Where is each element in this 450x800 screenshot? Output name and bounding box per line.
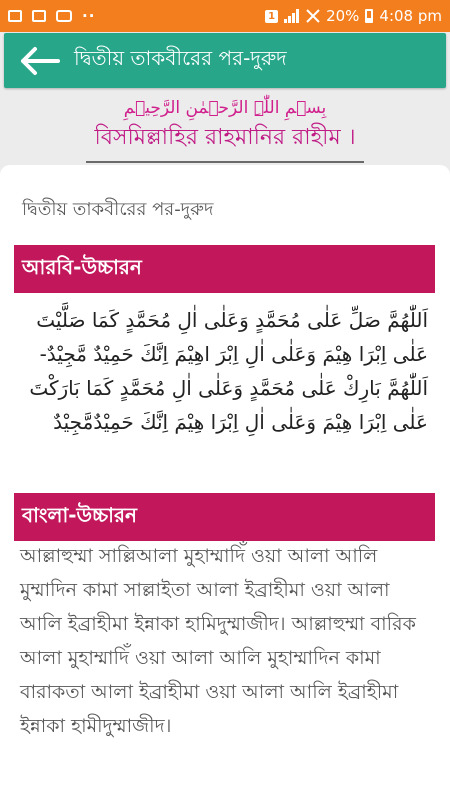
bismillah-bangla: বিসমিল্লাহির রাহমানির রাহীম ।	[86, 120, 363, 163]
battery-percent: 20%	[326, 7, 360, 25]
arabic-section-header: আরবি-উচ্চারন	[14, 245, 435, 293]
system-icons	[265, 7, 442, 25]
status-bar	[0, 0, 450, 32]
arabic-dua-text: اَللّٰهُمَّ صَلِّ عَلٰى مُحَمَّدٍ وَعَلٰى اٰلِ مُحَمَّدٍ كَمَا صَلَّيْتَ عَلٰى اِبْرَا هِيْمَ وَعَلٰى اٰلِ اِبْرَ اهِيْمَ اِنَّكَ حَمِيْدٌ مَّجِيْدٌ- اَللّٰهُمَّ بَارِكْ عَلٰى مُحَمَّدٍ وَعَلٰى اٰلِ مُحَمَّدٍ كَمَا بَارَكْتَ عَلٰى اِبْرَا هِيْمَ وَعَلٰى اٰلِ اِبْرَا هِيْمَ اِنَّكَ حَمِيْدٌمَّجِيْدٌ	[29, 308, 428, 434]
notification-icons	[8, 7, 95, 25]
signal-icon	[284, 9, 300, 23]
bangla-section-header: বাংলা-উচ্চারন	[14, 493, 435, 541]
content-card[interactable]	[0, 165, 450, 800]
bismillah-arabic: بِسۡمِ اللّٰہِ الرَّحۡمٰنِ الرَّحِیۡمِ	[123, 98, 327, 118]
battery-icon	[365, 9, 373, 23]
bangla-dua-text: আল্লাহুম্মা সাল্লিআলা মুহাম্মাদিঁ ওয়া আলা আলি মুম্মাদিন কামা সাল্লাইতা আলা ইব্রাহীমা ওয়া আলা আলি ইব্রাহীমা ইন্নাকা হামিদুম্মাজীদ। আল্লাহুম্মা বারিক আলা মুহাম্মাদিঁ ওয়া আলা আলি মুহাম্মাদিন কামা বারাকতা আলা ইব্রাহীমা ওয়া আলা আলি ইব্রাহীমা ইন্নাকা হামীদুম্মাজীদ।	[20, 545, 416, 737]
arrow-left-icon	[18, 46, 60, 76]
back-button[interactable]	[4, 33, 74, 88]
no-data-icon	[306, 9, 320, 23]
bismillah-banner	[0, 90, 450, 164]
more-notifications-icon: ··	[82, 7, 96, 25]
sim-indicator: 1	[265, 10, 278, 23]
camera-icon	[56, 10, 72, 22]
image-icon	[8, 10, 22, 22]
content-subtitle: দ্বিতীয় তাকবীরের পর-দুরুদ	[22, 199, 214, 220]
page-title: দ্বিতীয় তাকবীরের পর-দুরুদ	[74, 46, 287, 70]
app-toolbar	[4, 33, 446, 88]
clock: 4:08 pm	[379, 7, 442, 25]
file-icon	[32, 10, 46, 22]
